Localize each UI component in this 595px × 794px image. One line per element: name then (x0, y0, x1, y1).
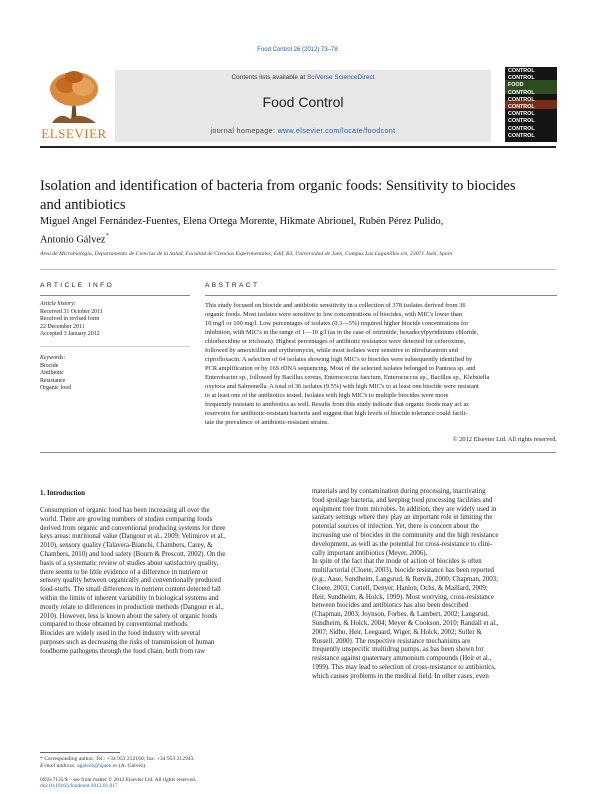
email-suffix: (A. Gálvez). (117, 763, 147, 769)
contents-prefix: Contents lists available at (231, 74, 307, 81)
body-line: resistance against quaternary ammonium compounds (Heir et al., (312, 655, 492, 663)
body-column-left (40, 507, 298, 657)
body-line: sanitary settings where they play an important role in limiting the (312, 514, 493, 522)
article-history (40, 301, 190, 339)
homepage-link[interactable]: www.elsevier.com/locate/foodcont (277, 128, 396, 135)
elsevier-logo (40, 67, 108, 142)
issn-line: 0956-7135/$ – see front matter © 2012 Elsevier Ltd. All rights reserved. (40, 777, 197, 783)
corresponding-author-note: * Corresponding author. Tel.: +34 953 212160; fax: +34 953 212943. (40, 756, 195, 762)
body-line: which causes problems in the medical field. In other cases, even (312, 672, 489, 680)
abstract-line: to at least one of the antibiotics tested. Isolates with high MIC's to multiple biocides were more (205, 392, 449, 399)
body-line: 2010). However, less is known about the safety of organic foods (40, 612, 218, 620)
body-line: Russell, 2000). The respective resistance mechanisms are (312, 637, 471, 645)
body-line: within the limits of inherent variability in biological systems and (40, 594, 219, 602)
abstract-line: oxytoca and Salmonella. A total of 36 isolates (9.5%) with high MIC's to at least one biocide were resistant (205, 383, 479, 390)
email-note (40, 763, 298, 770)
journal-reference[interactable]: Food Control 26 (2012) 73–78 (257, 47, 338, 53)
abstract-heading: ABSTRACT (205, 282, 260, 289)
authors (40, 215, 560, 247)
history-item: Received in revised form (40, 316, 100, 323)
body-line: equipment free from microbes. In addition, they are widely used in (312, 505, 497, 513)
authors-line-2-text: Antonio Gálvez (40, 234, 106, 246)
cover-title-text: CONTROL (508, 96, 535, 103)
cover-title-text: CONTROL (508, 132, 535, 139)
abstract-line: tate the prevalence of antibiotic-resistant strains. (205, 419, 329, 426)
abstract-line: chlorhexidine or triclosan). Highest percentages of antibiotic resistance were detected for cefuroxime, (205, 338, 466, 345)
journal-cover[interactable] (505, 67, 557, 142)
body-line: 2007; Sidhu, Heir, Leegaard, Wiger, & Holck, 2002; Suller & (312, 628, 482, 636)
cover-title-text: CONTROL (508, 89, 535, 96)
body-line: derived from organic and conventional producing systems for three (40, 524, 226, 532)
corresponding-author-mark[interactable]: * (105, 232, 109, 240)
keyword: Resistance (40, 377, 66, 384)
info-top-rule (40, 269, 556, 270)
abstract-line: This study focused on biocide and antibiotic sensitivity in a collection of 378 isolates derived from 36 (205, 302, 466, 309)
abstract-line: inhibition, with MIC's in the range of 1—10 g/l (as in the case of cetrimide, hexadecylpyridinium chloride, (205, 329, 479, 336)
contents-line (115, 74, 491, 81)
body-line: Chambers, 2010) and food safety (Bourn & Prescott, 2002). On the (40, 550, 226, 558)
abstract-line: organic foods. Most isolates were sensitive to low concentrations of biocides, with MIC's lower than (205, 311, 462, 318)
body-line: cally important antibiotics (Meyer, 2006). (312, 549, 428, 557)
cover-title-text: CONTROL (508, 68, 535, 74)
section-heading-introduction: 1. Introduction (40, 489, 85, 497)
body-line: 2010), sensory quality (Talavera-Bianchi, Chambers, Carey, & (40, 542, 213, 550)
abstract-bottom-rule (40, 452, 556, 453)
body-line: increasing use of biocides in the community and the high resistance (312, 531, 499, 539)
abstract-text (205, 301, 557, 427)
journal-homepage (115, 128, 491, 135)
body-line: Heir, Sundheim, & Holck, 1999). Most worrying, cross-resistance (312, 593, 494, 601)
email-link[interactable]: agalvez@ujaen.es (77, 763, 118, 769)
cover-title-text: CONTROL (508, 75, 535, 82)
body-line: sensory quality between organically and conventionally produced (40, 577, 221, 585)
cover-title-text: CONTROL (508, 104, 535, 110)
authors-line-2 (40, 229, 560, 247)
keyword: Biocide (40, 362, 59, 369)
body-column-right (312, 488, 559, 682)
body-line: Cloete, 2003; Cottell, Denyer, Hanlon, Ochs, & Maillard, 2009; (312, 584, 488, 592)
body-line: food-stuffs. The small differences in nutrient content detected fall (40, 586, 221, 594)
cover-title-text: CONTROL (508, 118, 535, 125)
title-line-1: Isolation and identification of bacteria from organic foods: Sensitivity to biocides (40, 178, 516, 194)
keyword: Antibiotic (40, 370, 64, 377)
affiliation: Área de Microbiología, Departamento de Ciencias de la Salud, Facultad de Ciencias Experimentales, Edif. B3, Universidad de Jaén, Campus Las Lagunillas s/n, 23071 Jaén, Spain (40, 251, 453, 257)
body-line: frequently unspecific multidrug pumps, as has been shown for (312, 646, 484, 654)
body-line: Consumption of organic food has been increasing all over the (40, 507, 210, 514)
body-line: purposes such as decreasing the risks of transmission of human (40, 638, 215, 646)
article-info-heading: ARTICLE INFO (40, 282, 115, 289)
body-line: basis of a systematic review of studies about satisfactory quality, (40, 559, 219, 567)
cover-title-text: CONTROL (508, 125, 535, 132)
body-line: Biocides are widely used in the food industry with several (40, 630, 201, 638)
body-line: development, as well as the potential for cross-resistance to clini- (312, 540, 493, 548)
abstract-line: frequently resistant to antibiotics as well. Results from this study indicate that organic foods may act as (205, 401, 469, 408)
body-line: Sundheim, & Holck, 2004; Meyer & Cookson, 2010; Randall et al., (312, 619, 499, 627)
keywords-block (40, 355, 190, 393)
body-line: (Chapman, 2003; Joynson, Forbes, & Lambert, 2002; Langsrud, (312, 611, 489, 619)
body-line: (e.g., Aase, Sundheim, Langsrud, & Rørvik, 2000; Chapman, 2003; (312, 575, 499, 583)
journal-name: Food Control (262, 94, 344, 110)
abstract-line: 10 mg/l or 100 mg/l. Low percentages of isolates (0.3—5%) required higher biocide concentrations for (205, 320, 469, 327)
title-line-2: and antibiotics (40, 197, 126, 213)
sciencedirect-link[interactable]: SciVerse ScienceDirect (306, 74, 375, 81)
body-line: between biocides and antibiotics has also been described (312, 602, 469, 610)
homepage-prefix: journal homepage: (210, 128, 278, 135)
body-line: foodborne pathogens through the food chain, both from raw (40, 647, 206, 655)
keywords-label: Keywords: (40, 355, 66, 361)
abstract-line: reservoirs for antibiotic-resistant bacteria and suggest that high levels of biocide tolerance could facili- (205, 410, 468, 417)
body-line: there seems to be little evidence of a difference in nutrient or (40, 568, 208, 576)
doi-link[interactable]: doi:10.1016/j.foodcont.2012.01.017 (40, 783, 118, 790)
elsevier-tree-icon (40, 67, 108, 125)
abstract-line: PCR amplification or by 16S rDNA sequencing. Most of the selected isolates belonged to Pantoea sp. and (205, 365, 476, 372)
body-line: potential sources of infection. Yet, there is concern about the (312, 523, 479, 531)
abstract-copyright: © 2012 Elsevier Ltd. All rights reserved. (452, 436, 557, 443)
abstract-line: ciprofloxacin. A selection of 64 isolates showing high MIC's to biocides were subsequently identified by (205, 356, 473, 363)
header-rule (40, 146, 556, 148)
article-info-rule (40, 295, 190, 296)
email-label: E-mail address: (40, 763, 78, 769)
authors-line-1: Miguel Angel Fernández-Fuentes, Elena Ortega Morente, Hikmate Abriouel, Rubén Pérez Pulido, (40, 216, 444, 227)
history-item: 22 December 2011 (40, 323, 85, 330)
body-line: mostly relate to differences in production methods (Dangour et al., (40, 603, 224, 611)
cover-title-text: FOOD (508, 82, 524, 89)
abstract-rule (205, 295, 557, 296)
publisher-name[interactable]: ELSEVIER (41, 126, 107, 141)
body-line: keys areas: nutritional value (Dangour et al., 2009; Velimirov et al., (40, 533, 226, 541)
body-line: world. There are growing numbers of studies comparing foods (40, 515, 213, 523)
history-label: Article history: (40, 301, 76, 307)
cover-title-text: CONTROL (508, 111, 535, 118)
history-item: Received 31 October 2011 (40, 308, 103, 315)
body-line: food spoilage bacteria, and keeping food processing facilities and (312, 496, 493, 504)
body-line: multifactorial (Cloete, 2003), biocide resistance has been reported (312, 567, 494, 575)
article-title (40, 177, 560, 215)
body-line: materials and by contamination during processing, inactivating (312, 488, 486, 495)
body-line: 1999). This may lead to selection of cross-resistance to antibiotics, (312, 663, 496, 671)
footnote-rule (40, 752, 120, 753)
history-item: Accepted 3 January 2012 (40, 331, 100, 338)
abstract-line: Enterobacter sp., followed by Bacillus cereus, Enterococcus faecium, Enterococcus sp., Bacillus sp., Klebsiella (205, 374, 490, 381)
keywords-rule (40, 346, 190, 347)
abstract-line: followed by amoxicillin and erythromycin, while most isolates were sensitive to nitrofurantoin and (205, 347, 458, 354)
journal-banner (115, 70, 491, 142)
keyword: Organic food (40, 385, 72, 392)
body-line: compared to those obtained by conventional methods. (40, 621, 189, 629)
article-identifiers (40, 777, 298, 790)
footnote (40, 756, 298, 770)
body-line: In spite of the fact that the mode of action of biocides is often (312, 558, 482, 566)
